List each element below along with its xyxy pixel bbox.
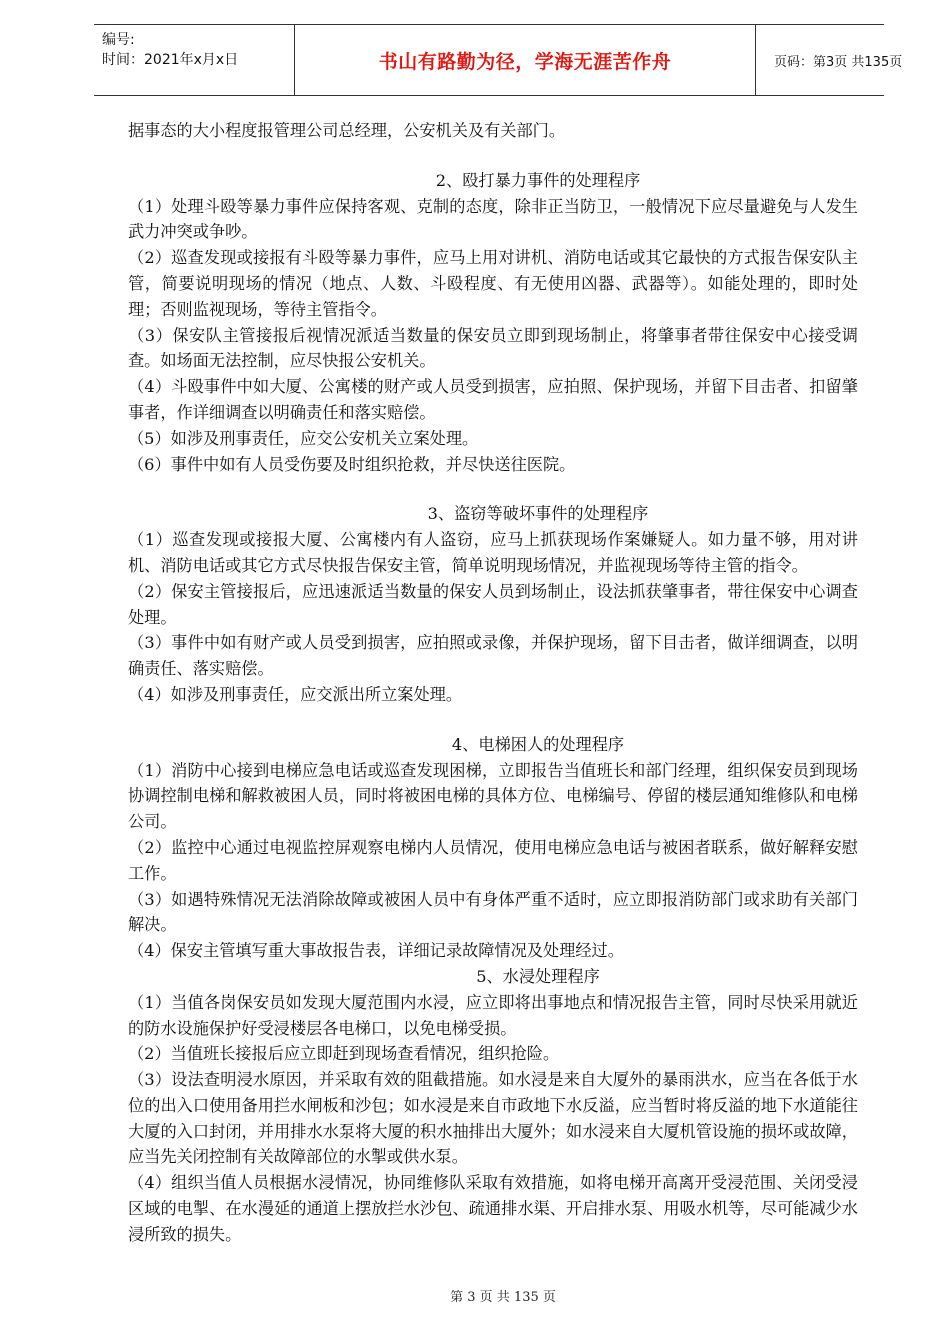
paragraph: （4）斗殴事件中如大厦、公寓楼的财产或人员受到损害，应拍照、保护现场，并留下目击者、扣留肇事者，作详细调查以明确责任和落实赔偿。 <box>128 377 858 422</box>
header-motto: 书山有路勤为径，学海无涯苦作舟 <box>378 51 672 73</box>
paragraph: （3）事件中如有财产或人员受到损害，应拍照或录像，并保护现场，留下目击者，做详细调查，以明确责任、落实赔偿。 <box>128 633 858 679</box>
header-motto-cell <box>294 25 756 95</box>
document-number-label: 编号: <box>102 32 135 48</box>
page-header <box>94 24 903 96</box>
paragraph: （4）保安主管填写重大事故报告表，详细记录故障情况及处理经过。 <box>128 941 624 961</box>
paragraph: （1）巡查发现或接报大厦、公寓楼内有人盗窃，应马上抓获现场作案嫌疑人。如力量不够，用对讲机、消防电话或其它方式尽快报告保安主管，简单说明现场情况，并监视现场等待主管的指令。 <box>128 530 858 575</box>
document-time-label: 时间：2021年x月x日 <box>102 52 239 68</box>
document-body <box>128 118 858 1248</box>
paragraph: （1）处理斗殴等暴力事件应保持客观、克制的态度，除非正当防卫，一般情况下应尽量避免与人发生武力冲突或争吵。 <box>128 196 858 242</box>
paragraph: （3）如遇特殊情况无法消除故障或被困人员中有身体严重不适时，应立即报消防部门或求助有关部门解决。 <box>128 889 858 935</box>
section-title: 4、电梯困人的处理程序 <box>451 734 625 754</box>
section-title: 3、盗窃等破坏事件的处理程序 <box>427 504 649 524</box>
paragraph: （3）保安队主管接报后视情况派适当数量的保安员立即到现场制止，将肇事者带往保安中心接受调查。如场面无法控制，应尽快报公安机关。 <box>128 325 858 371</box>
paragraph: （4）如涉及刑事责任，应交派出所立案处理。 <box>128 684 463 704</box>
paragraph: （2）监控中心通过电视监控屏观察电梯内人员情况，使用电梯应急电话与被困者联系，做好解释安慰工作。 <box>128 837 858 883</box>
header-page-cell <box>754 25 903 95</box>
paragraph: （2）当值班长接报后应立即赶到现场查看情况，组织抢险。 <box>128 1044 560 1064</box>
header-meta <box>94 25 294 95</box>
paragraph: （3）设法查明浸水原因，并采取有效的阻截措施。如水浸是来自大厦外的暴雨洪水，应当在各低于水位的出入口使用备用拦水闸板和沙包；如水浸是来自市政地下水反溢，应当暂时将反溢的地下水道能往大厦的入口封闭，并用排水水泵将大厦的积水抽排出大厦外；如水浸来自大厦机管设施的损坏或故障，应当先关闭控制有关故障部位的水掣或供水泵。 <box>128 1070 858 1167</box>
section-title: 5、水浸处理程序 <box>476 966 600 986</box>
paragraph: （4）组织当值人员根据水浸情况，协同维修队采取有效措施，如将电梯开高离开受浸范围、关闭受浸区域的电掣、在水漫延的通道上摆放拦水沙包、疏通排水渠、开启排水泵、用吸水机等，尽可能减少水浸所致的损失。 <box>128 1173 858 1244</box>
header-page-number: 页码：第3页 共135页 <box>774 55 903 70</box>
paragraph: （2）巡查发现或接报有斗殴等暴力事件，应马上用对讲机、消防电话或其它最快的方式报告保安队主管，简要说明现场的情况（地点、人数、斗殴程度、有无使用凶器、武器等）。如能处理的，即时处理；否则监视现场，等待主管指令。 <box>128 248 858 319</box>
paragraph: （5）如涉及刑事责任，应交公安机关立案处理。 <box>128 428 479 448</box>
paragraph: （1）当值各岗保安员如发现大厦范围内水浸，应立即将出事地点和情况报告主管，同时尽快采用就近的防水设施保护好受浸楼层各电梯口，以免电梯受损。 <box>128 992 858 1038</box>
page-footer: 第 3 页 共 135 页 <box>450 1290 556 1305</box>
paragraph: （2）保安主管接报后，应迅速派适当数量的保安人员到场制止，设法抓获肇事者，带往保安中心调查处理。 <box>128 581 858 627</box>
intro-paragraph: 据事态的大小程度报管理公司总经理，公安机关及有关部门。 <box>128 121 566 140</box>
section-title: 2、殴打暴力事件的处理程序 <box>435 170 641 190</box>
paragraph: （6）事件中如有人员受伤要及时组织抢救，并尽快送往医院。 <box>128 454 576 474</box>
paragraph: （1）消防中心接到电梯应急电话或巡查发现困梯，立即报告当值班长和部门经理，组织保安员到现场协调控制电梯和解救被困人员，同时将被困电梯的具体方位、电梯编号、停留的楼层通知维修队和电梯公司。 <box>128 760 858 832</box>
